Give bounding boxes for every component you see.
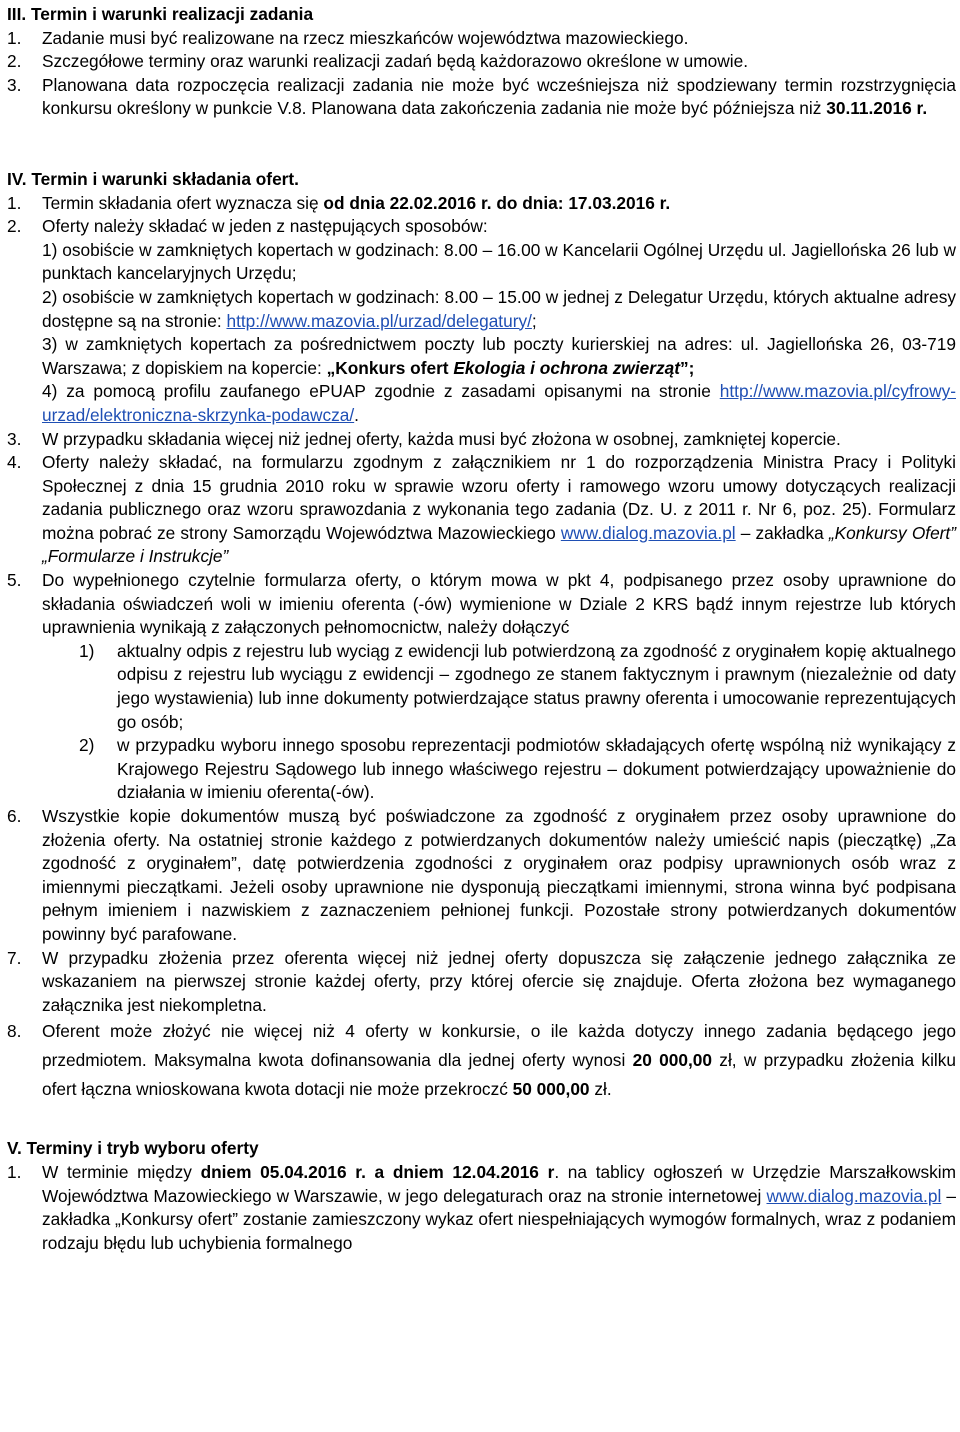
- item-number: 3.: [7, 428, 22, 449]
- item-text: Zadanie musi być realizowane na rzecz mieszkańców województwa mazowieckiego.: [42, 27, 689, 48]
- item-number: 7.: [7, 947, 22, 968]
- item-text: W przypadku składania więcej niż jednej oferty, każda musi być złożona w osobnej, zamkniętej kopercie.: [42, 428, 841, 449]
- section-3-heading: III. Termin i warunki realizacji zadania: [7, 4, 314, 24]
- item-text: Planowana data rozpoczęcia realizacji zadania nie może być wcześniejsza niż spodziewany termin rozstrzygnięcia konkursu określony w punkcie V.8. Planowana data zakończenia zadania nie może być późniejsza niż 30.11.2016 r.: [42, 74, 956, 119]
- list-item: [7, 569, 956, 805]
- list-item: [7, 50, 956, 74]
- results-dates: dniem 05.04.2016 r. a dniem 12.04.2016 r: [200, 1161, 555, 1182]
- list-item: [7, 215, 956, 427]
- item-text: Oferty należy składać w jeden z następujących sposobów: 1) osobiście w zamkniętych kopertach w godzinach: 8.00 – 16.00 w Kancelarii Ogólnej Urzędu ul. Jagiellońska 26 lub w punktach kancelaryjnych Urzędu; 2) osobiście w zamkniętych kopertach w godzinach: 8.00 – 15.00 w jednej z Delegatur Urzędu, których aktualne adresy dostępne są na stronie: http://www.mazovia.pl/urzad/delegatury/; 3) w zamkniętych kopertach za pośrednictwem poczty lub poczty kurierskiej na adres: ul. Jagiellońska 26, 03-719 Warszawa; z dopiskiem na kopercie: „Konkurs ofert Ekologia i ochrona zwierząt”; 4) za pomocą profilu zaufanego ePUAP zgodnie z zasadami opisanymi na stronie http://www.mazovia.pl/cyfrowy-urzad/elektroniczna-skrzynka-podawcza/.: [42, 215, 956, 427]
- list-item: [7, 428, 956, 452]
- delegatury-link[interactable]: http://www.mazovia.pl/urzad/delegatury/: [226, 310, 532, 331]
- section-5-heading: V. Terminy i tryb wyboru oferty: [7, 1138, 259, 1159]
- way-4: 4) za pomocą profilu zaufanego ePUAP zgodnie z zasadami opisanymi na stronie http://www.mazovia.pl/cyfrowy-urzad/elektroniczna-skrzynka-podawcza/.: [42, 381, 956, 425]
- item-number: 1.: [7, 27, 22, 48]
- way-1: 1) osobiście w zamkniętych kopertach w godzinach: 8.00 – 16.00 w Kancelarii Ogólnej Urzędu ul. Jagiellońska 26 lub w punktach kancelaryjnych Urzędu;: [42, 239, 956, 284]
- item-number: 1.: [7, 1161, 22, 1182]
- dialog-link[interactable]: www.dialog.mazovia.pl: [560, 522, 736, 543]
- list-item: [7, 451, 956, 569]
- list-item: [7, 1161, 956, 1255]
- item-number: 6.: [7, 806, 22, 826]
- end-date: 30.11.2016 r.: [826, 98, 928, 119]
- item-text: Wszystkie kopie dokumentów muszą być poświadczone za zgodność z oryginałem przez osoby uprawnione do złożenia oferty. Na ostatniej stronie każdego z potwierdzanych dokumentów należy umieścić napis (pieczątkę) „Za zgodność z oryginałem”, datę potwierdzenia zgodności z oryginałem oraz podpisy uprawnionych osób wraz z imiennymi pieczątkami. Jeżeli osoby uprawnione nie dysponują pieczątkami imiennymi, strona winna być podpisana pełnym imieniem i nazwiskiem z zaznaczeniem pełnionej funkcji. Pozostałe strony potwierdzanych dokumentów powinny być parafowane.: [42, 806, 956, 944]
- item-number: 2.: [7, 216, 22, 237]
- list-item: [7, 1017, 956, 1104]
- item-text: W terminie między dniem 05.04.2016 r. a dniem 12.04.2016 r. na tablicy ogłoszeń w Urzędzie Marszałkowskim Województwa Mazowieckiego w Warszawie, w jego delegaturach oraz na stronie internetowej www.dialog.mazovia.pl – zakładka „Konkursy ofert” zostanie zamieszczony wykaz ofert niespełniających wymogów formalnych, wraz z podaniem rodzaju błędu lub uchybienia formalnego: [42, 1161, 957, 1253]
- epuap-link[interactable]: http://www.mazovia.pl/cyfrowy-urzad/elektroniczna-skrzynka-podawcza/: [42, 381, 956, 425]
- amount-max-single: 20 000,00: [632, 1050, 712, 1071]
- item-text: Termin składania ofert wyznacza się od dnia 22.02.2016 r. do dnia: 17.03.2016 r.: [42, 192, 671, 213]
- dialog-link[interactable]: www.dialog.mazovia.pl: [766, 1185, 942, 1206]
- item-number: 2.: [7, 51, 22, 72]
- item-number: 1.: [7, 192, 22, 213]
- list-item: [7, 192, 956, 216]
- item-number: 8.: [7, 1021, 22, 1042]
- item-number: 4.: [7, 452, 22, 473]
- section-4-heading: IV. Termin i warunki składania ofert.: [7, 168, 299, 189]
- item-text: Oferent może złożyć nie więcej niż 4 oferty w konkursie, o ile każda dotyczy innego zadania będącego jego przedmiotem. Maksymalna kwota dofinansowania dla jednej oferty wynosi 20 000,00 zł, w przypadku złożenia kilku ofert łączna wnioskowana kwota dotacji nie może przekroczć 50 000,00 zł.: [42, 1021, 956, 1100]
- item-text: Szczegółowe terminy oraz warunki realizacji zadań będą każdorazowo określone w umowie.: [42, 51, 748, 72]
- list-item: [7, 27, 956, 51]
- item-text: Oferty należy składać, na formularzu zgodnym z załącznikiem nr 1 do rozporządzenia Ministra Pracy i Polityki Społecznej z dnia 15 grudnia 2010 roku w sprawie wzoru oferty i ramowego wzoru umowy dotyczących realizacji zadania publicznego oraz wzoru sprawozdania z wykonania tego zadania (Dz. U. z 2011 r. Nr 6, poz. 25). Formularz można pobrać ze strony Samorządu Województwa Mazowieckiego www.dialog.mazovia.pl – zakładka „Konkursy Ofert” „Formularze i Instrukcje”: [42, 452, 956, 567]
- list-item: [7, 74, 956, 121]
- list-item: [7, 947, 956, 1018]
- amount-max-total: 50 000,00: [512, 1079, 590, 1100]
- item-text: Do wypełnionego czytelnie formularza oferty, o którym mowa w pkt 4, podpisanego przez osoby uprawnione do składania oświadczeń woli w imieniu oferenta (-ów) wymienione w Dziale 2 KRS bądź innym rejestrze lub których uprawnienia wynikają z załączonych pełnomocnictw, należy dołączyć 1) aktualny odpis z rejestru lub wyciąg z ewidencji lub potwierdzoną za zgodność z oryginałem kopię aktualnego odpisu z rejestru lub wyciągu z ewidencji – zgodnego ze stanem faktycznym i prawnym (niezależnie od daty jego wystawienia) lub inne dokumenty potwierdzające status prawny oferenta i umocowanie reprezentujących go osób; 2) w przypadku wyboru innego sposobu reprezentacji podmiotów składających ofertę wspólną niż wynikający z Krajowego Rejestru Sądowego lub innego właściwego rejestru – dokument potwierdzający upoważnienie do działania w imieniu oferenta(-ów).: [42, 569, 956, 805]
- item-number: 3.: [7, 74, 22, 95]
- submission-dates: od dnia 22.02.2016 r. do dnia: 17.03.2016 r.: [323, 192, 671, 213]
- item-number: 5.: [7, 570, 22, 591]
- item-text: W przypadku złożenia przez oferenta więcej niż jednej oferty dopuszcza się załączenie jednego załącznika ze wskazaniem na pierwszej stronie każdej oferty, przy której ofercie się znajduje. Oferta złożona bez wymaganego załącznika jest niekompletna.: [42, 947, 956, 1015]
- sub-item: 1) aktualny odpis z rejestru lub wyciąg z ewidencji lub potwierdzoną za zgodność z oryginałem kopię aktualnego odpisu z rejestru lub wyciągu z ewidencji – zgodnego ze stanem faktycznym i prawnym (niezależnie od daty jego wystawienia) lub inne dokumenty potwierdzające status prawny oferenta i umocowanie reprezentujących go osób;: [79, 640, 956, 732]
- way-3: 3) w zamkniętych kopertach za pośrednictwem poczty lub poczty kurierskiej na adres: ul. Jagiellońska 26, 03-719 Warszawa; z dopiskiem na kopercie: „Konkurs ofert Ekologia i ochrona zwierząt”;: [42, 334, 956, 378]
- list-item: [7, 805, 956, 947]
- way-2: 2) osobiście w zamkniętych kopertach w godzinach: 8.00 – 15.00 w jednej z Delegatur Urzędu, których aktualne adresy dostępne są na stronie: http://www.mazovia.pl/urzad/delegatury/;: [42, 286, 956, 331]
- sub-item: 2) w przypadku wyboru innego sposobu reprezentacji podmiotów składających ofertę wspólną niż wynikający z Krajowego Rejestru Sądowego lub innego właściwego rejestru – dokument potwierdzający upoważnienie do działania w imieniu oferenta(-ów).: [79, 735, 956, 803]
